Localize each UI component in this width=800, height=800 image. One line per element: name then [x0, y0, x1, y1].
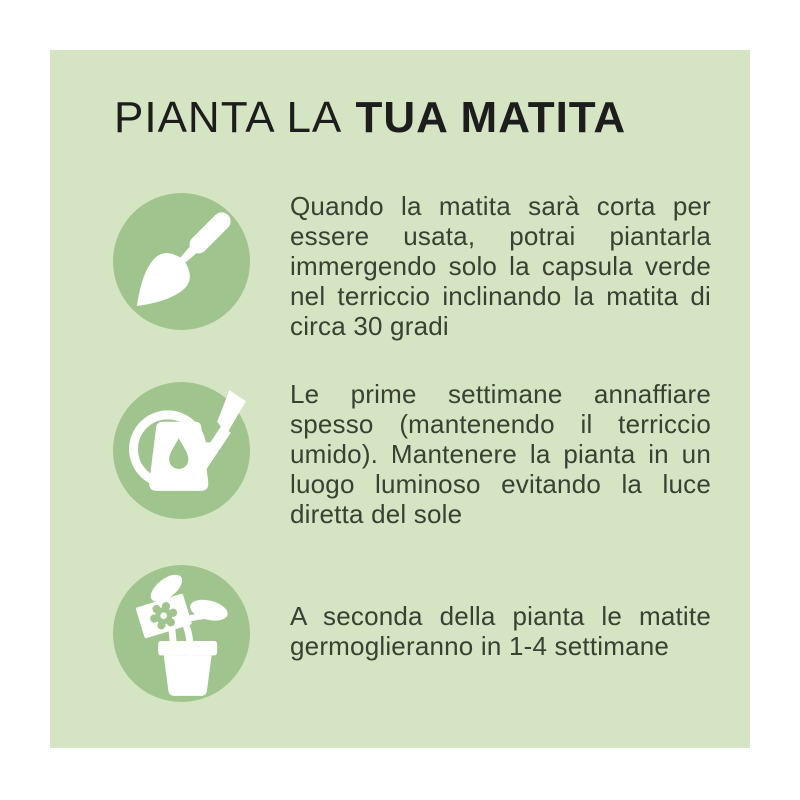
step-icon-circle — [113, 382, 250, 519]
trowel-icon — [113, 193, 250, 330]
watering-can-icon — [113, 382, 250, 519]
step-text: A seconda della pianta le matite germoglieranno in 1-4 settimane — [290, 601, 711, 661]
infographic-card — [50, 50, 750, 748]
sprouting-pot-icon — [113, 565, 250, 702]
step-icon-circle — [113, 193, 250, 330]
step-icon-circle — [113, 565, 250, 702]
page-title — [114, 92, 626, 145]
title-light-part: PIANTA LA — [114, 93, 343, 142]
title-bold-part: TUA MATITA — [355, 93, 627, 142]
step-text: Quando la matita sarà corta per essere usata, potrai piantarla immergendo solo la capsula verde nel terriccio inclinando la matita di circa 30 gradi — [290, 191, 711, 341]
step-text: Le prime settimane annaffiare spesso (mantenendo il terriccio umido). Mantenere la pianta in un luogo luminoso evitando la luce diretta del sole — [290, 379, 711, 529]
